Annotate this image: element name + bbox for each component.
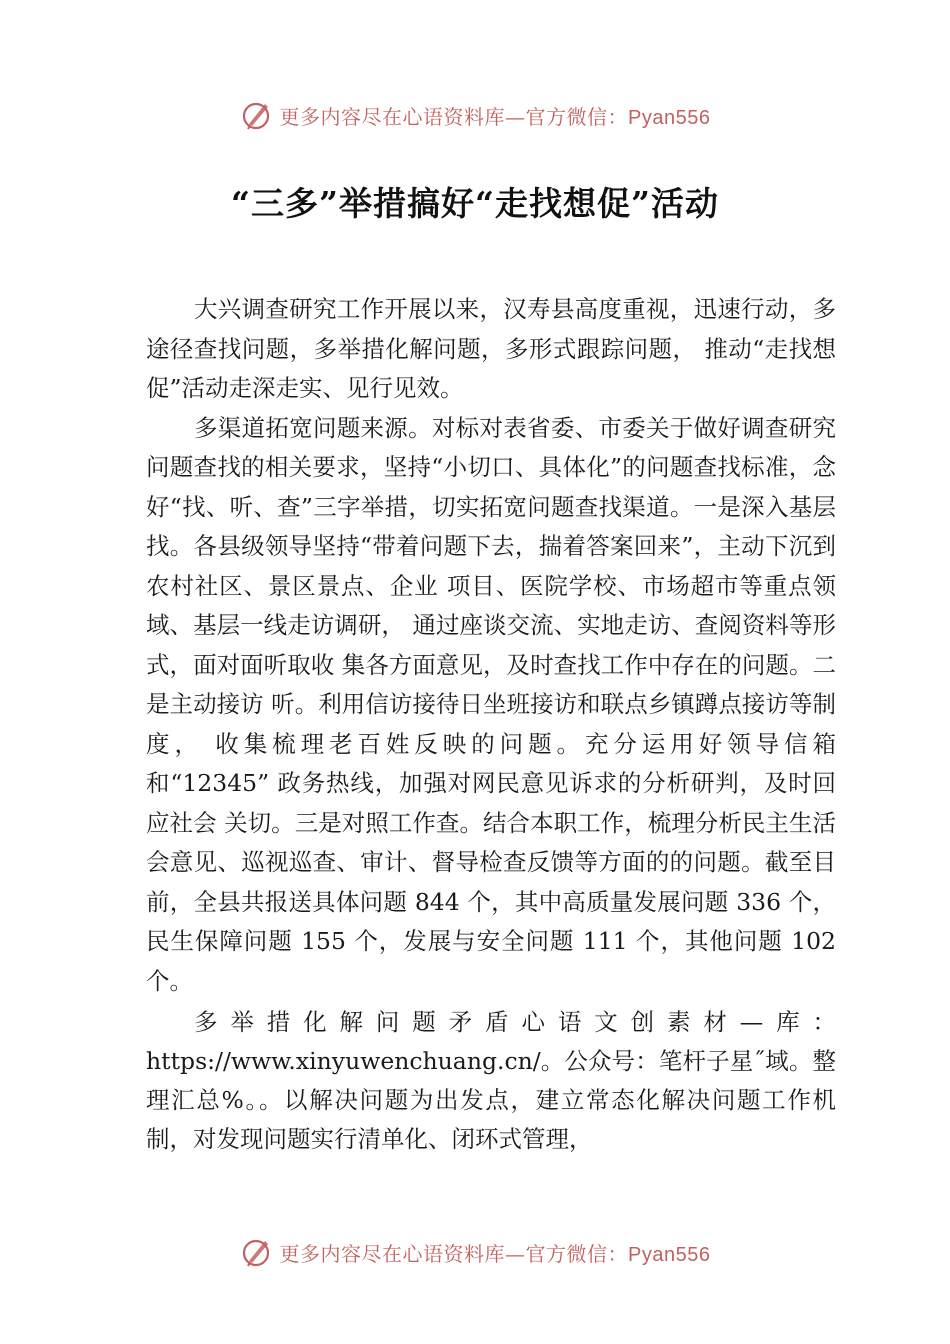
watermark-main: 更多内容尽在心语资料库 <box>279 1241 506 1266</box>
quill-logo-icon <box>240 98 274 132</box>
document-title: “三多”举措搞好“走找想促”活动 <box>231 184 719 223</box>
watermark-wechat-label: 官方微信： <box>525 1241 629 1266</box>
watermark-separator: — <box>505 104 526 129</box>
quill-logo-icon <box>240 1235 274 1269</box>
watermark-text <box>280 101 711 130</box>
paragraph-intro: 大兴调查研究工作开展以来，汉寿县高度重视，迅速行动，多途径查找问题，多举措化解问题，多形式跟踪问题， 推动“走找想促”活动走深走实、见行见效。 <box>146 295 836 402</box>
watermark-wechat-id: Pyan556 <box>628 1243 711 1266</box>
watermark-text <box>280 1238 711 1267</box>
paragraph-resolve: 多举措化解问题矛盾心语文创素材—库：https://www.xinyuwenchuang.cn/。公众号：笔杆子星˝域。整理汇总%。。以解决问题为出发点，建立常态化解决问题工作机制，对发现问题实行清单化、闭环式管理， <box>146 1008 836 1153</box>
footer-watermark <box>0 1232 950 1272</box>
watermark-wechat-id: Pyan556 <box>628 106 711 129</box>
document-body <box>146 290 836 1159</box>
paragraph-sources: 多渠道拓宽问题来源。对标对表省委、市委关于做好调查研究问题查找的相关要求，坚持“小切口、具体化”的问题查找标准，念好“找、听、查”三字举措，切实拓宽问题查找渠道。一是深入基层找。各县级领导坚持“带着问题下去，揣着答案回来”，主动下沉到农村社区、景区景点、企业 项目、医院学校、市场超市等重点领域、基层一线走访调研， 通过座谈交流、实地走访、查阅资料等形式，面对面听取收 集各方面意见，及时查找工作中存在的问题。二是主动接访 听。利用信访接待日坐班接访和联点乡镇蹲点接访等制度， 收集梳理老百姓反映的问题。充分运用好领导信箱和“12345” 政务热线，加强对网民意见诉求的分析研判，及时回应社会 关切。三是对照工作查。结合本职工作，梳理分析民主生活会意见、巡视巡查、审计、督导检查反馈等方面的的问题。截至目前，全县共报送具体问题 844 个，其中高质量发展问题 336 个，民生保障问题 155 个，发展与安全问题 111 个，其他问题 102 个。 <box>146 413 836 995</box>
watermark-separator: — <box>505 1241 526 1266</box>
watermark-wechat-label: 官方微信： <box>525 104 629 129</box>
watermark-main: 更多内容尽在心语资料库 <box>279 104 506 129</box>
header-watermark <box>0 95 950 135</box>
